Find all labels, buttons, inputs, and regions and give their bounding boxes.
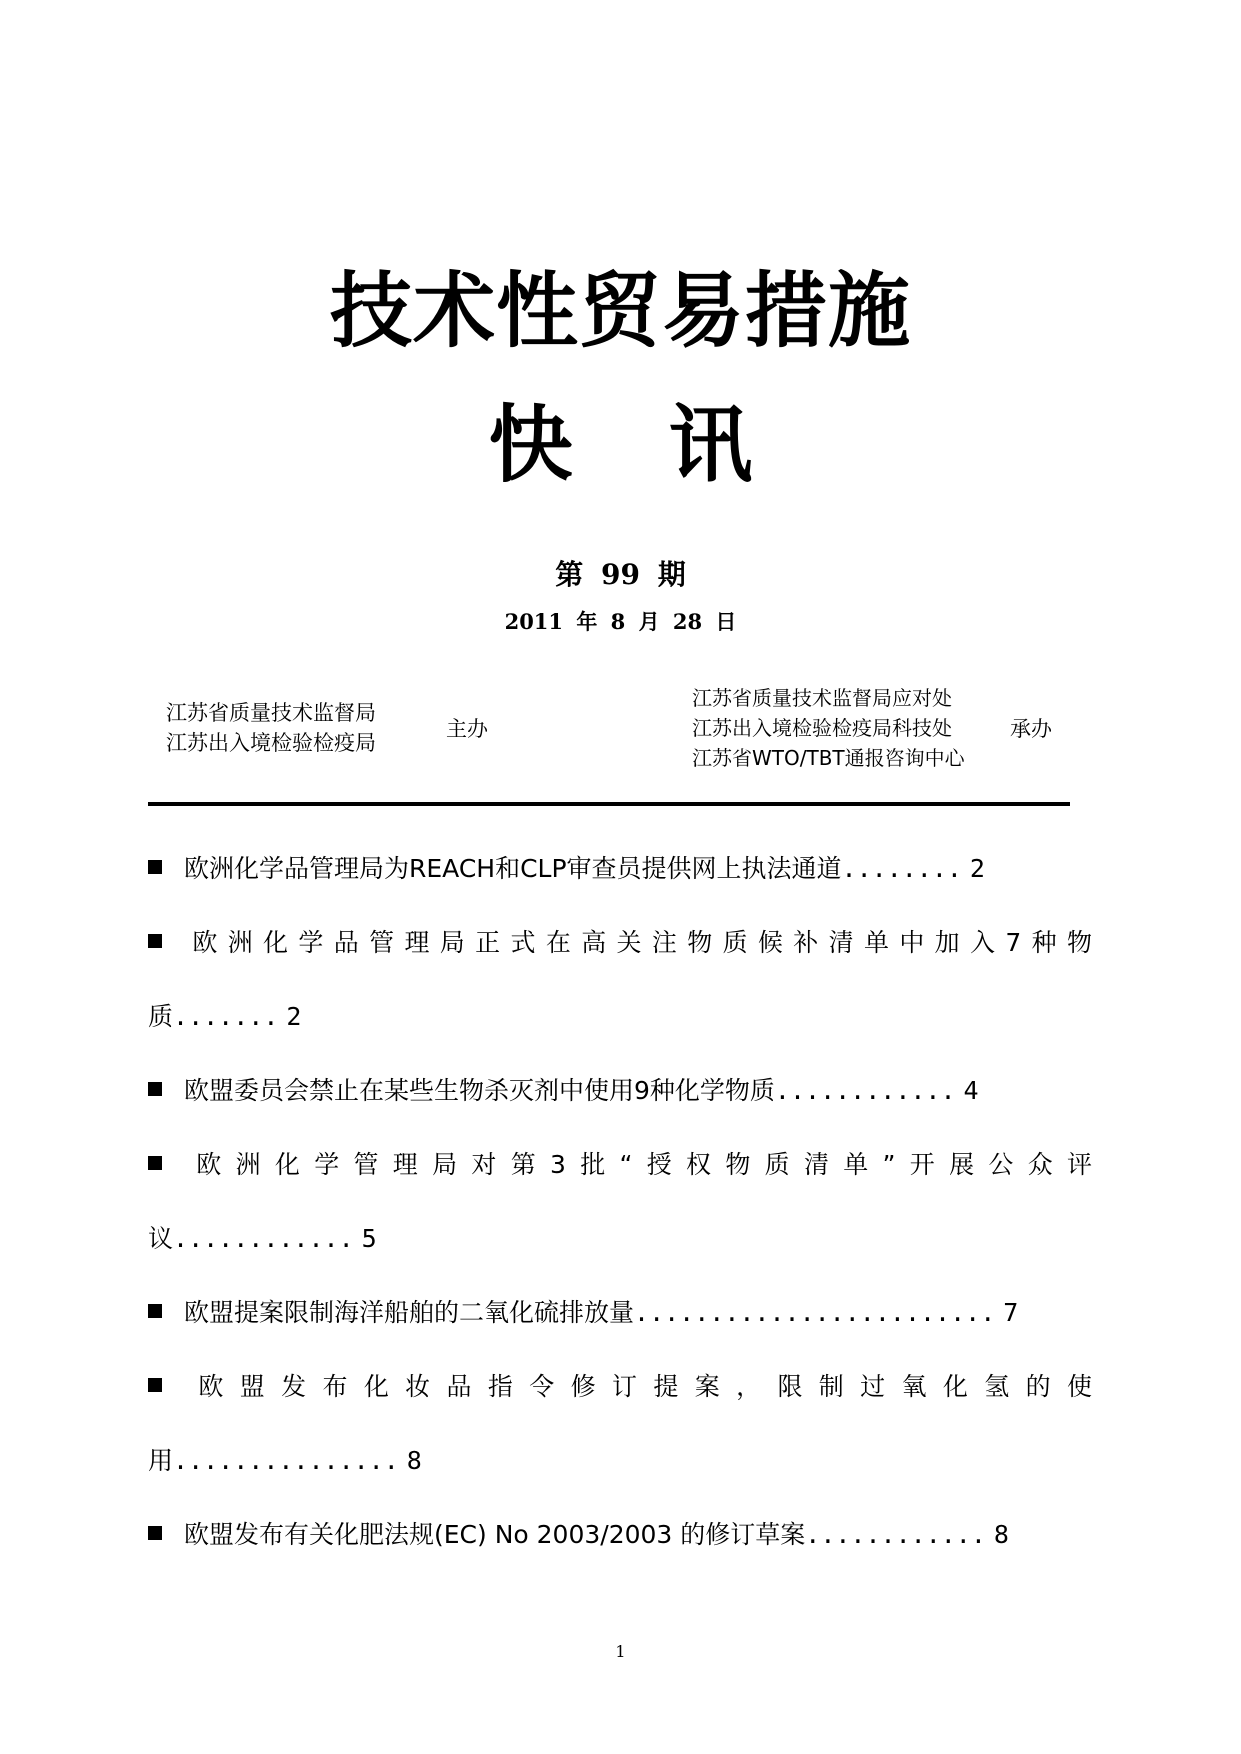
undertaker-org: 江苏省WTO/TBT通报咨询中心: [692, 746, 965, 770]
square-bullet-icon: [148, 1304, 162, 1318]
toc-entry-continuation[interactable]: [148, 1424, 1094, 1498]
undertaker-org: 江苏省质量技术监督局应对处: [692, 686, 952, 710]
header-divider: [148, 802, 1070, 806]
host-org: 江苏省质量技术监督局: [166, 701, 376, 725]
toc-entry-title-cont: 用: [148, 1446, 174, 1475]
toc-entry-title: 欧盟提案限制海洋船舶的二氧化硫排放量: [184, 1298, 635, 1327]
toc-leader: ...............: [173, 1446, 399, 1475]
host-role-label: 主办: [446, 717, 488, 741]
toc-entry-title-cont: 议: [148, 1224, 174, 1253]
issue-date: 2011 年 8 月 28 日: [504, 609, 737, 634]
host-org: 江苏出入境检验检疫局: [166, 731, 376, 755]
toc-entry-title: 欧盟委员会禁止在某些生物杀灭剂中使用9种化学物质: [184, 1076, 775, 1105]
toc-page-number: 5: [361, 1224, 377, 1253]
square-bullet-icon: [148, 934, 162, 948]
undertaker-role-label: 承办: [1010, 717, 1052, 741]
toc-leader: ............: [774, 1076, 956, 1105]
subtitle-char-left: 快: [488, 396, 573, 494]
toc-leader: ............: [173, 1224, 354, 1253]
toc-entry-continuation[interactable]: [148, 980, 1094, 1054]
square-bullet-icon: [148, 1378, 162, 1392]
host-organizations: [166, 698, 376, 758]
toc-entry-title: 欧盟发布有关化肥法规(EC) No 2003/2003 的修订草案: [184, 1520, 806, 1549]
toc-leader: ........: [841, 854, 962, 883]
toc-entry[interactable]: [148, 1054, 1094, 1128]
toc-entry[interactable]: [148, 1276, 1094, 1350]
toc-leader: ............: [805, 1520, 986, 1549]
document-title: 技术性贸易措施: [329, 264, 911, 359]
table-of-contents: [148, 832, 1094, 1572]
toc-entry[interactable]: [148, 1128, 1094, 1202]
issue-number: 第 99 期: [555, 558, 686, 591]
toc-page-number: 2: [969, 854, 985, 883]
toc-entry-title: 欧洲化学品管理局为REACH和CLP审查员提供网上执法通道: [184, 854, 842, 883]
undertaker-organizations: [692, 683, 965, 773]
square-bullet-icon: [148, 1526, 162, 1540]
toc-entry-title: 欧洲化学品管理局正式在高关注物质候补清单中加入7种物: [184, 928, 1094, 957]
toc-entry[interactable]: [148, 1498, 1094, 1572]
square-bullet-icon: [148, 1156, 162, 1170]
toc-entry-title-cont: 质: [148, 1002, 174, 1031]
toc-entry-title: 欧洲化学管理局对第3批“授权物质清单”开展公众评: [184, 1150, 1094, 1179]
toc-page-number: 4: [963, 1076, 979, 1105]
toc-entry[interactable]: [148, 832, 1094, 906]
toc-entry-title: 欧盟发布化妆品指令修订提案，限制过氧化氢的使: [184, 1372, 1094, 1401]
toc-page-number: 2: [286, 1002, 302, 1031]
toc-page-number: 8: [993, 1520, 1009, 1549]
page-number: 1: [615, 1642, 626, 1661]
square-bullet-icon: [148, 1082, 162, 1096]
subtitle-char-right: 讯: [668, 396, 753, 494]
toc-leader: ........................: [634, 1298, 996, 1327]
toc-entry[interactable]: [148, 1350, 1094, 1424]
toc-entry-continuation[interactable]: [148, 1202, 1094, 1276]
square-bullet-icon: [148, 860, 162, 874]
toc-page-number: 7: [1003, 1298, 1019, 1327]
undertaker-org: 江苏出入境检验检疫局科技处: [692, 716, 952, 740]
toc-leader: .......: [173, 1002, 279, 1031]
document-subtitle: [0, 395, 1241, 495]
toc-entry[interactable]: [148, 906, 1094, 980]
toc-page-number: 8: [406, 1446, 422, 1475]
